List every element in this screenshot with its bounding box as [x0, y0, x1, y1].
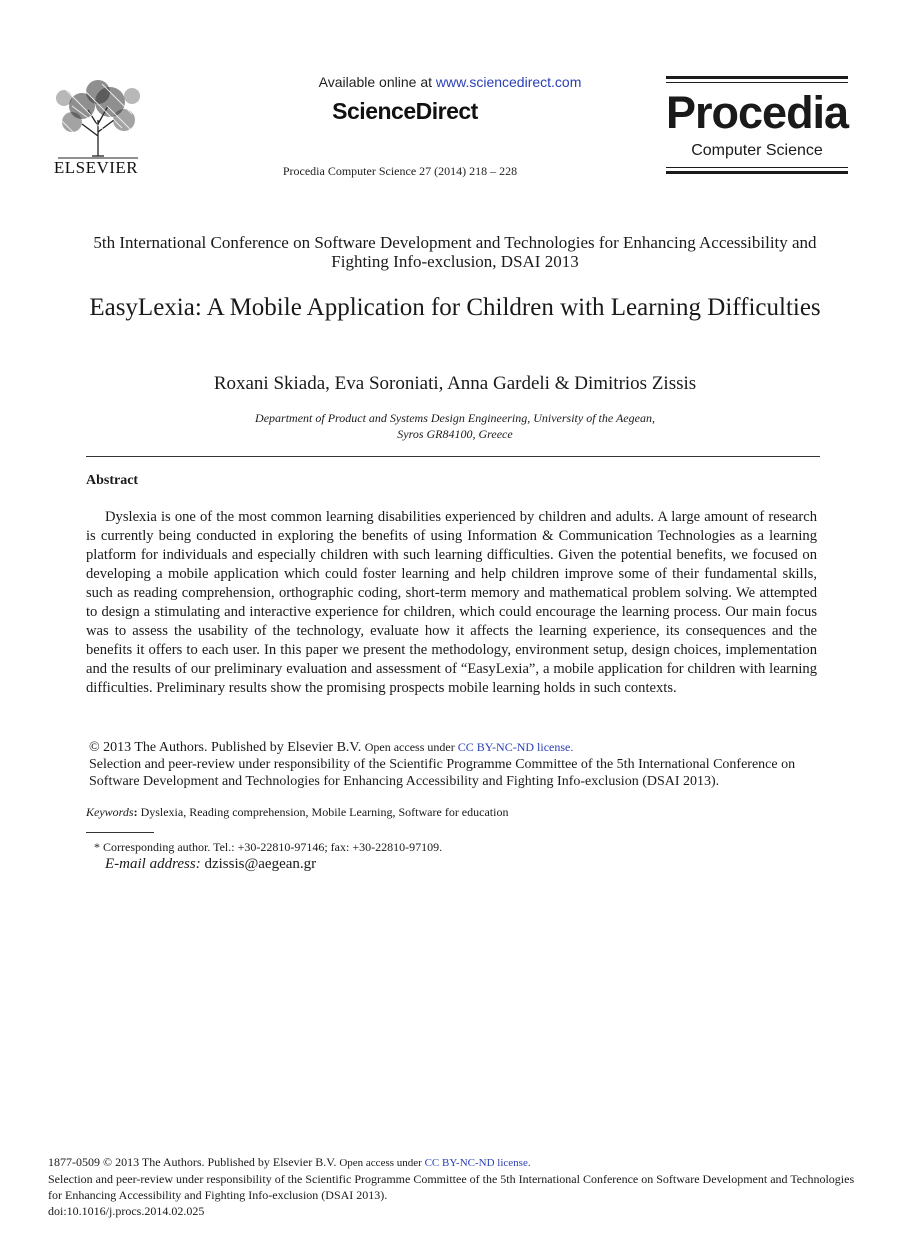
author-list: Roxani Skiada, Eva Soroniati, Anna Gardeli & Dimitrios Zissis: [213, 373, 697, 394]
open-access-text: Open access under: [364, 740, 458, 754]
footer-doi: doi:10.1016/j.procs.2014.02.025: [48, 1204, 205, 1218]
corresponding-author-footnote: [94, 840, 814, 855]
procedia-logo: [666, 76, 848, 174]
section-divider: [86, 456, 820, 457]
email-line: [105, 856, 825, 873]
license-link[interactable]: CC BY-NC-ND license.: [457, 740, 574, 754]
copyright-text: © 2013 The Authors. Published by Elsevier B.V.: [89, 740, 365, 755]
procedia-wordmark: Procedia: [666, 87, 849, 138]
keywords-list: Dyslexia, Reading comprehension, Mobile Learning, Software for education: [140, 805, 509, 819]
procedia-bar-bottom: [666, 171, 848, 174]
procedia-bar-bottom-thin: [666, 167, 848, 168]
page-footer: [48, 1154, 868, 1219]
abstract-heading: Abstract: [86, 473, 139, 488]
journal-reference: Procedia Computer Science 27 (2014) 218 – 228: [282, 164, 518, 178]
procedia-bar-top-thin: [666, 82, 848, 83]
elsevier-wordmark: ELSEVIER: [53, 158, 139, 177]
footer-issn: 1877-0509 © 2013 The Authors. Published by Elsevier B.V.: [48, 1155, 340, 1169]
paper-title: EasyLexia: A Mobile Application for Children with Learning Difficulties: [89, 294, 821, 321]
affiliation: [80, 410, 830, 442]
abstract-body: Dyslexia is one of the most common learning disabilities experienced by children and adults. A large amount of research is currently being conducted in exploring the benefits of using Information & Communication Technologies as a learning platform for individuals and especially children with such learning difficulties. Given the potential benefits, we focused on developing a mobile application which could foster learning and help children improve some of their fundamental skills, such as reading comprehension, orthographic coding, short-term memory and mathematical problem solving. We attempted to design a stimulating and interactive experience for children, which could encourage the learning process. Our main focus was to assess the usability of the technology, evaluate how it affects the learning experience, its consequences and the benefits it offers to each user. In this paper we present the methodology, environment setup, design choices, implementation and the results of our preliminary evaluation and assessment of “EasyLexia”, a mobile application for children with learning difficulties. Preliminary results show the promising prospects mobile learning holds in such contexts.: [86, 509, 817, 696]
conference-name: 5th International Conference on Software Development and Technologies for Enhancing Accessibility and Fighting Info-exclusion, DSAI 2013: [93, 233, 817, 271]
available-online: [200, 74, 700, 90]
affiliation-line-1: Department of Product and Systems Design Engineering, University of the Aegean,: [255, 411, 655, 425]
email-address[interactable]: dzissis@aegean.gr: [204, 856, 317, 872]
footnote-marker: *: [94, 840, 103, 854]
footnote-rule: [86, 832, 154, 833]
keywords: [86, 805, 826, 820]
copyright-line: [89, 739, 829, 756]
footer-open-access: Open access under: [339, 1157, 425, 1169]
procedia-bar-top: [666, 76, 848, 79]
footer-review: Selection and peer-review under responsibility of the Scientific Programme Committee of the 5th International Conference on Software Development and Technologies for Enhancing Accessibility and Fighting Info-exclusion (DSAI 2013).: [48, 1172, 855, 1202]
available-prefix: Available online at: [318, 74, 436, 90]
footnote-text: Corresponding author. Tel.: +30-22810-97146; fax: +30-22810-97109.: [103, 840, 443, 854]
sciencedirect-link[interactable]: www.sciencedirect.com: [435, 74, 582, 90]
sciencedirect-logo: ScienceDirect: [332, 98, 478, 124]
procedia-subtitle: Computer Science: [691, 142, 823, 159]
keywords-separator: :: [133, 805, 141, 819]
footer-license-link[interactable]: CC BY-NC-ND license.: [424, 1157, 531, 1169]
peer-review-statement: Selection and peer-review under responsibility of the Scientific Programme Committee of the 5th International Conference on Software Development and Technologies for Enhancing Accessibility and Fighting Info-exclusion (DSAI 2013).: [89, 757, 796, 789]
email-label: E-mail address:: [105, 856, 201, 872]
copyright-block: [89, 739, 829, 790]
affiliation-line-2: Syros GR84100, Greece: [397, 427, 513, 441]
footer-issn-line: [48, 1154, 868, 1171]
keywords-label: Keywords: [86, 805, 134, 819]
